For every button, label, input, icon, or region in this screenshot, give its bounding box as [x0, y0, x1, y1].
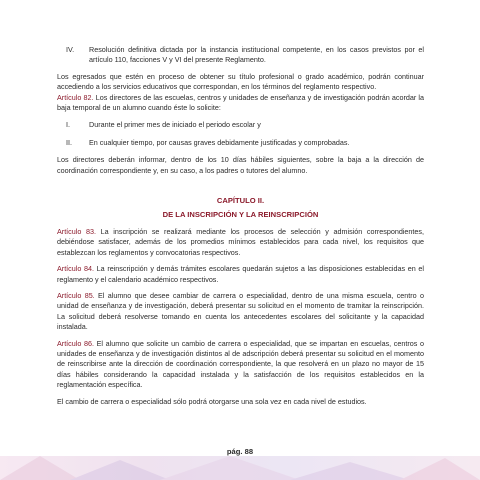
article-label: Artículo 82. [57, 92, 94, 102]
body-articles [57, 227, 424, 407]
article-text: El alumno que desee cambiar de carrera o especialidad, dentro de una misma escuela, centro o unidad de enseñanza y de investigación, deberá presentar su solicitud en el momento de tramitar la reinscripción. La solicitud deberá resolverse tomando en cuenta los antecedentes escolares del solicitante y la capacidad instalada. [57, 291, 424, 332]
body-upper [57, 45, 424, 176]
list-item-i [57, 120, 424, 130]
paragraph-egresados: Los egresados que estén en proceso de obtener su título profesional o grado académico, podrán continuar accediendo a los servicios educativos que correspondan, en los términos del reglamento respectivo. [57, 71, 424, 92]
list-item-number: IV. [66, 45, 75, 54]
article-text: La inscripción se realizará mediante los procesos de selección y admisión correspondientes, debiéndose satisfacer, además de los promedios mínimos establecidos para cada nivel, los requisitos que establezcan los reglamentos y convocatorias respectivos. [57, 227, 425, 257]
article-85 [57, 291, 424, 333]
list-item-iv [57, 45, 424, 66]
list-item-text: En cualquier tiempo, por causas graves debidamente justificadas y comprobadas. [89, 137, 350, 147]
list-item-number: I. [66, 120, 70, 130]
article-text: El alumno que solicite un cambio de carrera o especialidad, que se impartan en escuelas, centros o unidades de enseñanza y de investigación distintos al de adscripción deberá presentar su solicitud en el momento de reinscribirse ante la dirección de coordinación correspondiente, la que resolverá en un plazo no mayor de 15 días hábiles considerando la capacidad instalada y la satisfacción de los requisitos establecidos en la reglamentación específica. [57, 338, 425, 390]
article-82 [57, 93, 424, 114]
article-label: Artículo 83. [57, 227, 96, 236]
article-label: Artículo 84. [57, 264, 95, 274]
list-item-text: Resolución definitiva dictada por la instancia institucional competente, en los casos previstos por el artículo 110, facciones V y VI del presente Reglamento. [89, 45, 424, 65]
paragraph-directores: Los directores deberán informar, dentro de los 10 días hábiles siguientes, sobre la baja a la dirección de coordinación correspondiente y, en su caso, a los padres o tutores del alumno. [57, 155, 424, 175]
article-text: Los directores de las escuelas, centros y unidades de enseñanza y de investigación podrán acordar la baja temporal de un alumno cuando éste lo solicite: [57, 92, 425, 113]
article-label: Artículo 86. [57, 338, 94, 348]
paragraph-final: El cambio de carrera o especialidad sólo podrá otorgarse una sola vez en cada nivel de estudios. [57, 396, 367, 406]
list-item-text: Durante el primer mes de iniciado el periodo escolar y [89, 120, 261, 130]
article-83 [57, 227, 424, 258]
list-item-ii [57, 138, 424, 148]
article-text: La reinscripción y demás trámites escolares quedarán sujetos a las disposiciones establecidas en el reglamento y el calendario académico respectivos. [57, 264, 424, 284]
decorative-band-shapes [0, 456, 480, 480]
article-84 [57, 264, 424, 285]
chapter-title: CAPÍTULO II. [216, 196, 265, 205]
list-item-number: II. [66, 137, 72, 147]
article-86 [57, 339, 424, 391]
page-number: pág. 88 [226, 447, 254, 456]
chapter-subtitle: DE LA INSCRIPCIÓN Y LA REINSCRIPCIÓN [162, 210, 319, 219]
article-label: Artículo 85. [57, 291, 95, 301]
